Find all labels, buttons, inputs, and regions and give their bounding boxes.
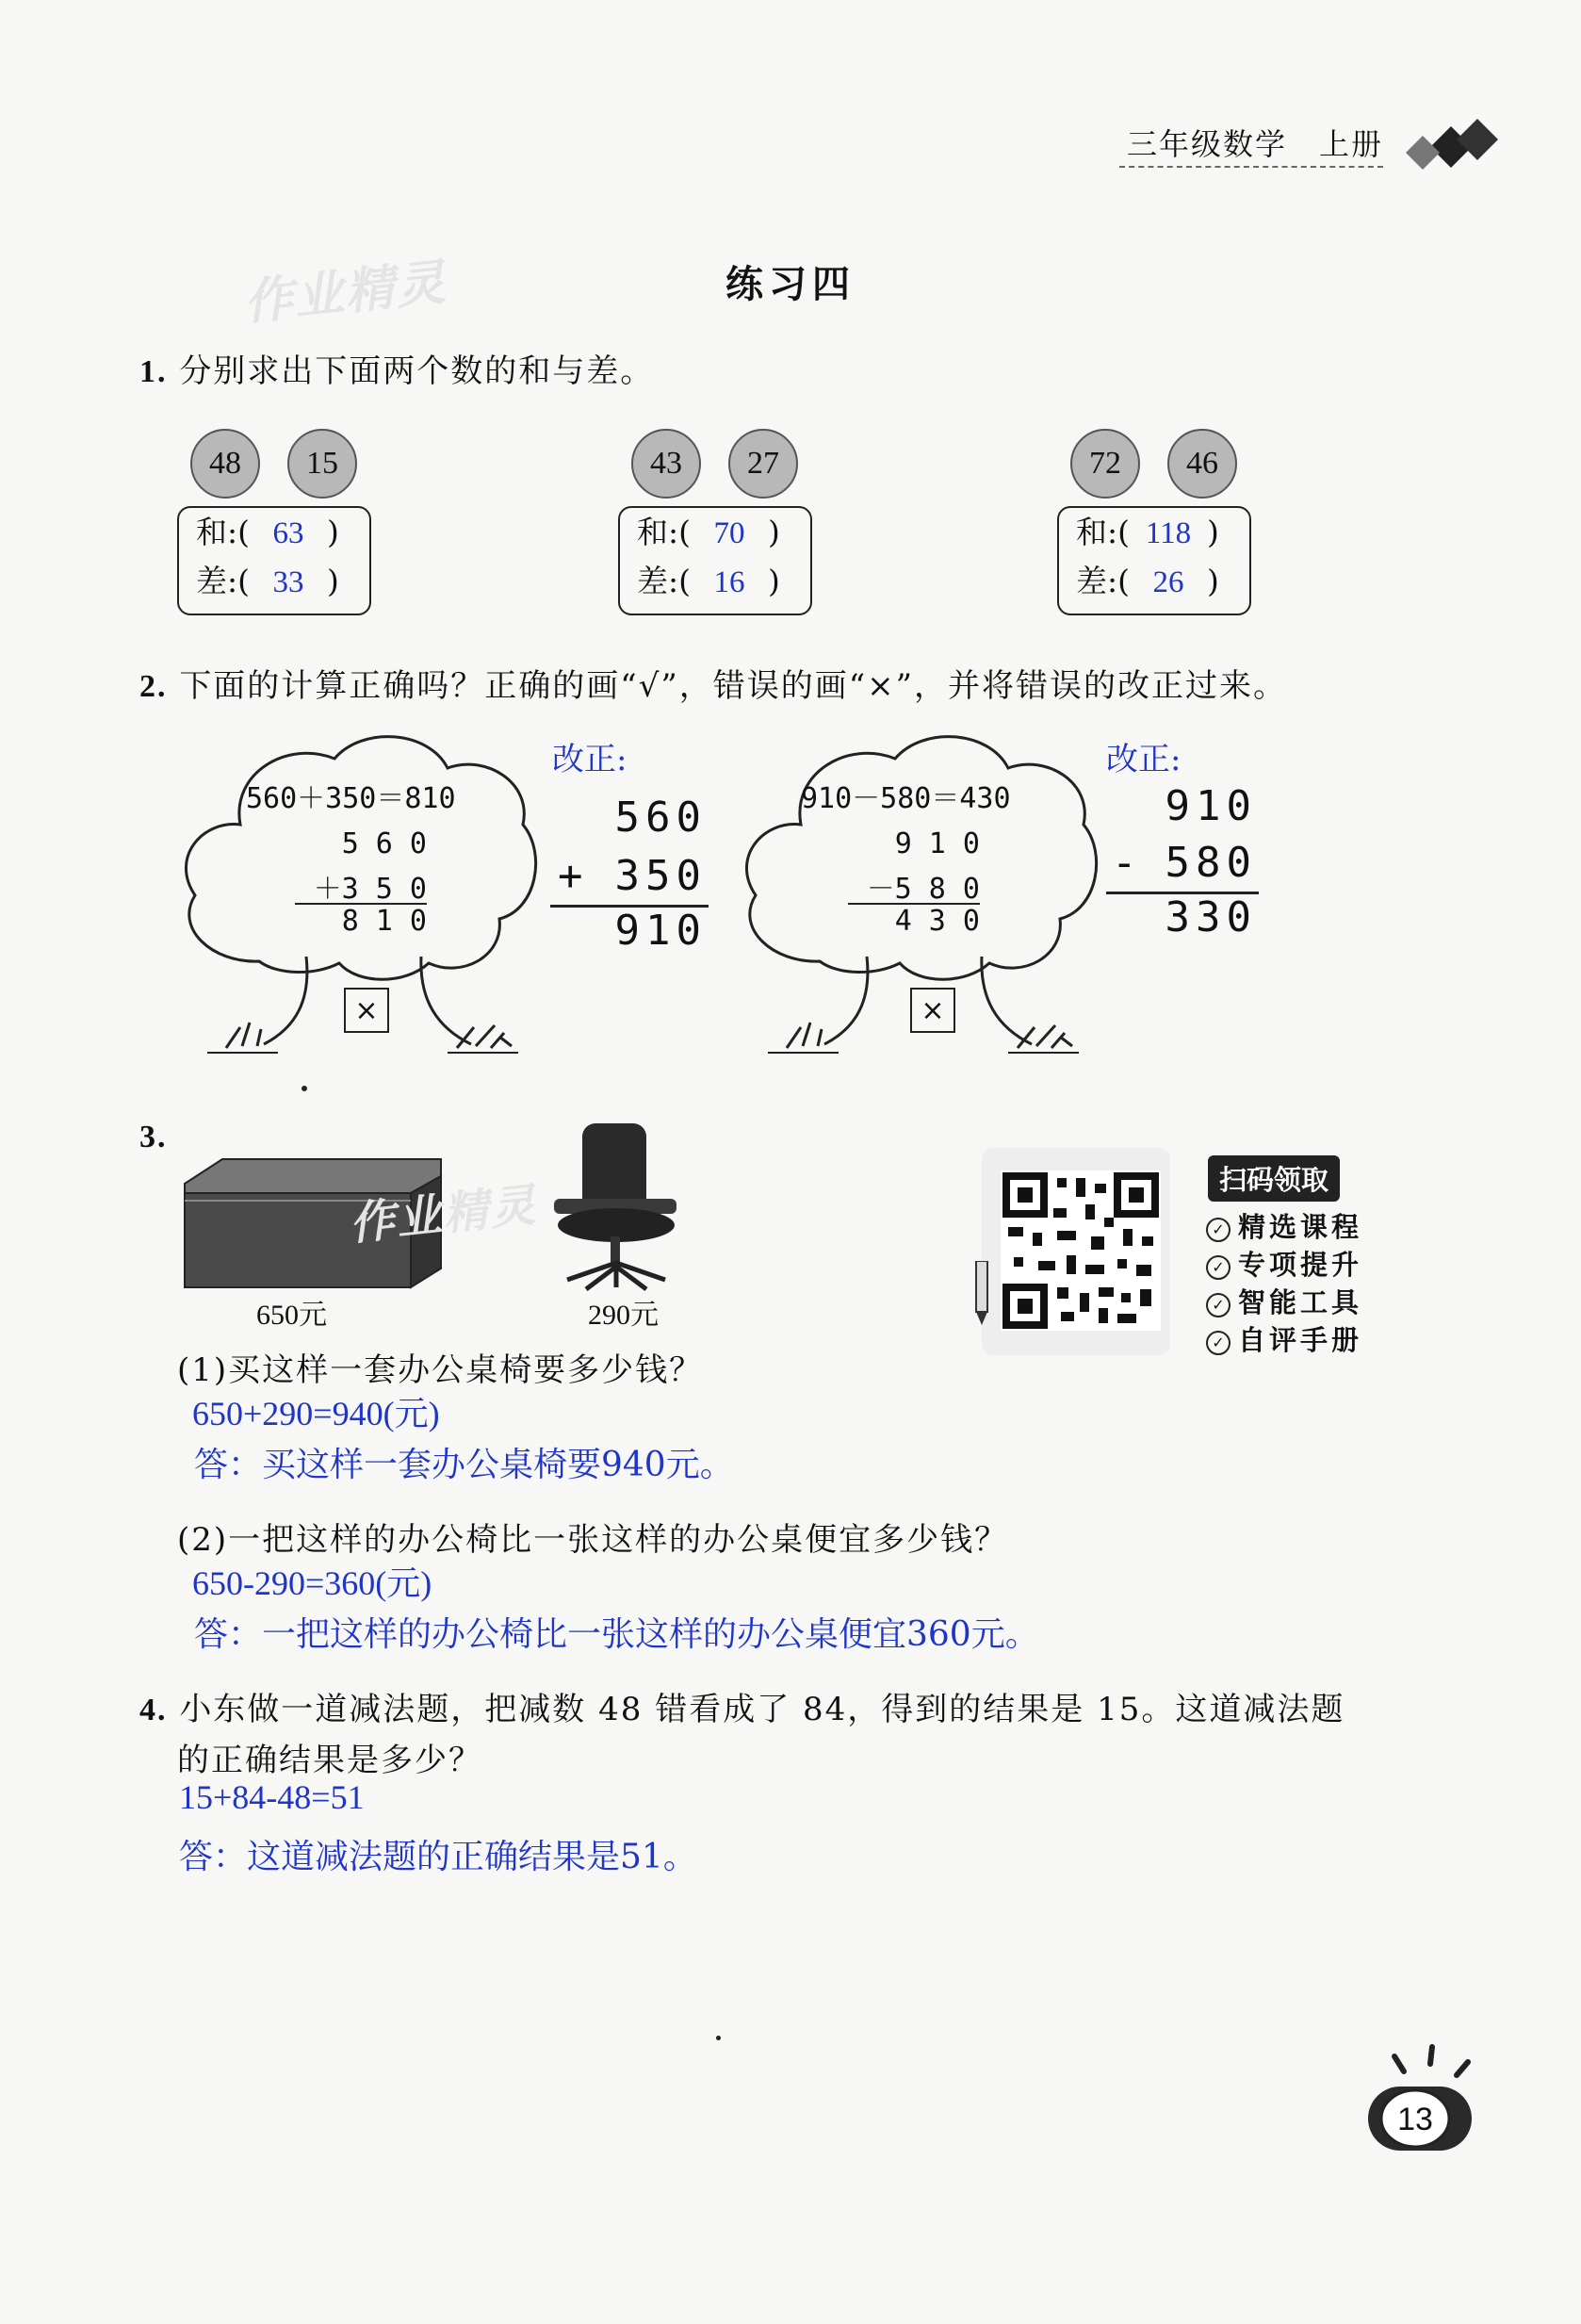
- correction-label: 改正:: [552, 741, 628, 778]
- feature-item: ✓ 精选课程: [1206, 1206, 1362, 1245]
- q3-number: 3.: [139, 1120, 168, 1154]
- qr-code-panel[interactable]: [982, 1148, 1170, 1355]
- answer-box: 和:( 63 ) 差:( 33 ): [177, 506, 371, 615]
- header-divider: [1119, 166, 1383, 168]
- number-ball: 15: [287, 429, 357, 499]
- tree-card-1: [174, 716, 542, 1065]
- q4-formula: 15+84-48=51: [179, 1778, 365, 1816]
- scan-tag: 扫码领取: [1208, 1155, 1340, 1202]
- book-title: 三年级数学 上册: [1126, 126, 1383, 162]
- number-ball: 43: [631, 429, 701, 499]
- stray-dot: [302, 1086, 307, 1091]
- q4-prompt-line1: 4. 小东做一道减法题，把减数 48 错看成了 84，得到的结果是 15。这道减法题: [139, 1691, 1345, 1728]
- q4-prompt-line2: 的正确结果是多少？: [177, 1742, 482, 1779]
- q2-prompt: [139, 660, 1287, 706]
- mark-box: ×: [910, 988, 955, 1033]
- difference-value: 16: [713, 565, 745, 599]
- feature-item: ✓ 专项提升: [1206, 1244, 1362, 1283]
- pencil-icon: [972, 1261, 991, 1327]
- answer-box: 和:( 70 ) 差:( 16 ): [618, 506, 812, 615]
- check-icon: ✓: [1206, 1331, 1231, 1355]
- desk-price: 650元: [256, 1300, 327, 1331]
- page-title: 练习四: [725, 262, 856, 306]
- q2-text: 下面的计算正确吗？正确的画“√”，错误的画“×”，并将错误的改正过来。: [179, 667, 1287, 705]
- fix-result: 910: [614, 907, 707, 955]
- q3-sub1-answer: 答：买这样一套办公桌椅要940元。: [194, 1446, 734, 1484]
- fix-result: 330: [1165, 893, 1257, 941]
- number-ball: 27: [728, 429, 798, 499]
- column-result: 4 3 0: [894, 905, 980, 938]
- stray-dot: [716, 2036, 721, 2040]
- equation: 560＋350＝810: [246, 782, 456, 815]
- chair-price: 290元: [588, 1300, 659, 1331]
- q1-group-3: [1070, 429, 1315, 617]
- diamond-decoration-icon: [1402, 111, 1506, 183]
- tree-card-2: [735, 716, 1102, 1065]
- answer-box: 和:( 118 ) 差:( 26 ): [1057, 506, 1251, 615]
- mark-box: ×: [344, 988, 389, 1033]
- sum-value: 118: [1145, 516, 1192, 550]
- q3-sub2-answer: 答：一把这样的办公椅比一张这样的办公桌便宜360元。: [194, 1615, 1039, 1654]
- page-number: 13: [1397, 2102, 1433, 2137]
- sum-value: 70: [713, 516, 745, 550]
- q1-prompt: [139, 345, 654, 391]
- equation: 910－580＝430: [801, 782, 1011, 815]
- q4-answer: 答：这道减法题的正确结果是51。: [179, 1838, 697, 1876]
- check-icon: ✓: [1206, 1293, 1231, 1317]
- difference-value: 26: [1152, 565, 1184, 599]
- sum-value: 63: [272, 516, 304, 550]
- q2-number: 2.: [139, 669, 168, 704]
- correction-label: 改正:: [1106, 741, 1182, 778]
- fix-bottom: 350: [614, 852, 707, 900]
- office-chair-image: [548, 1120, 690, 1295]
- check-icon: ✓: [1206, 1218, 1231, 1242]
- number-ball: 46: [1167, 429, 1237, 499]
- fix-operator: +: [558, 852, 583, 900]
- column-bottom: －5 8 0: [866, 873, 980, 906]
- column-top: 5 6 0: [341, 827, 427, 860]
- number-ball: 72: [1070, 429, 1140, 499]
- q3-sub2-question: (2)一把这样的办公椅比一张这样的办公桌便宜多少钱？: [177, 1521, 1009, 1559]
- watermark: 作业精灵: [347, 1178, 540, 1252]
- fix-top: 560: [614, 794, 707, 842]
- q3-sub1-formula: 650+290=940(元): [192, 1395, 440, 1432]
- q1-number: 1.: [139, 354, 168, 389]
- feature-item: ✓ 自评手册: [1206, 1319, 1362, 1358]
- column-result: 8 1 0: [341, 905, 427, 938]
- watermark: 作业精灵: [241, 254, 450, 333]
- check-icon: ✓: [1206, 1255, 1231, 1280]
- feature-item: ✓ 智能工具: [1206, 1282, 1362, 1320]
- q3-sub1-question: (1)买这样一套办公桌椅要多少钱？: [177, 1351, 704, 1389]
- fix-bottom: 580: [1165, 839, 1257, 887]
- q1-text: 分别求出下面两个数的和与差。: [179, 352, 655, 390]
- fix-operator: -: [1112, 839, 1137, 887]
- qr-code-icon: [1001, 1170, 1161, 1331]
- column-bottom: ＋3 5 0: [313, 873, 427, 906]
- q4-number: 4.: [139, 1693, 168, 1727]
- column-top: 9 1 0: [894, 827, 980, 860]
- page-number-badge-icon: [1357, 2043, 1489, 2156]
- q3-sub2-formula: 650-290=360(元): [192, 1564, 432, 1602]
- q1-group-2: [631, 429, 876, 617]
- difference-value: 33: [272, 565, 304, 599]
- number-ball: 48: [190, 429, 260, 499]
- fix-top: 910: [1165, 782, 1257, 830]
- q1-group-1: [190, 429, 435, 617]
